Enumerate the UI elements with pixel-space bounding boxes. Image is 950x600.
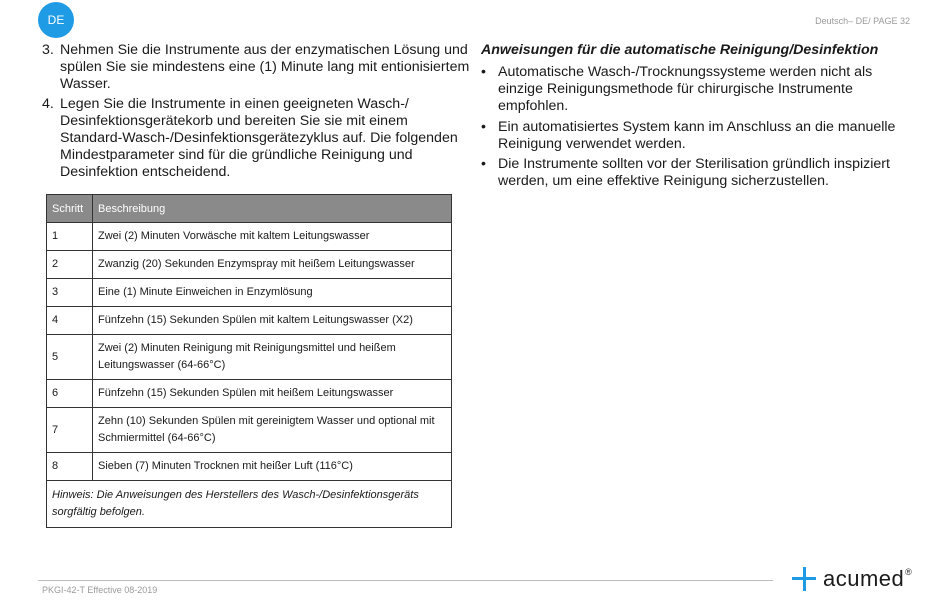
table-row <box>47 279 452 307</box>
page-label: Deutsch– DE/ PAGE 32 <box>815 16 910 26</box>
step-cell: 2 <box>47 251 93 279</box>
description-cell: Zehn (10) Sekunden Spülen mit gereinigtem Wasser und optional mit Schmiermittel (64-66°C) <box>93 408 452 453</box>
logo-wordmark <box>823 566 913 592</box>
table-note: Hinweis: Die Anweisungen des Herstellers des Wasch-/Desinfektionsgeräts sorgfältig befolgen. <box>47 481 452 528</box>
description-cell: Zwei (2) Minuten Vorwäsche mit kaltem Leitungswasser <box>93 223 452 251</box>
step-cell: 5 <box>47 335 93 380</box>
step-text: Nehmen Sie die Instrumente aus der enzymatischen Lösung und spülen Sie sie mindestens eine (1) Minute lang mit entionisiertem Wasser. <box>60 42 470 93</box>
description-cell: Sieben (7) Minuten Trocknen mit heißer Luft (116°C) <box>93 453 452 481</box>
bullet-icon: • <box>481 156 486 173</box>
bullet-list <box>481 64 921 190</box>
plus-icon <box>792 567 816 591</box>
table-row <box>47 307 452 335</box>
table-note-row <box>47 481 452 528</box>
description-cell: Zwanzig (20) Sekunden Enzymspray mit heißem Leitungswasser <box>93 251 452 279</box>
table-row <box>47 408 452 453</box>
bullet-text: Die Instrumente sollten vor der Sterilisation gründlich inspiziert werden, um eine effektive Reinigung sicherzustellen. <box>498 156 890 190</box>
table-row <box>47 380 452 408</box>
bullet-item <box>481 156 921 190</box>
bullet-icon: • <box>481 118 486 135</box>
column-header-step: Schritt <box>47 195 93 223</box>
step-cell: 4 <box>47 307 93 335</box>
column-header-description: Beschreibung <box>93 195 452 223</box>
step-cell: 7 <box>47 408 93 453</box>
bullet-icon: • <box>481 64 486 80</box>
bullet-item <box>481 64 921 116</box>
description-cell: Fünfzehn (15) Sekunden Spülen mit kaltem Leitungswasser (X2) <box>93 307 452 335</box>
step-cell: 8 <box>47 453 93 481</box>
description-cell: Eine (1) Minute Einweichen in Enzymlösung <box>93 279 452 307</box>
instruction-steps <box>40 42 472 182</box>
table-row <box>47 223 452 251</box>
step-number: 4. <box>42 95 54 112</box>
cleaning-parameters-table <box>46 194 452 528</box>
section-heading: Anweisungen für die automatische Reinigung/Desinfektion <box>481 42 879 58</box>
instruction-step <box>40 42 472 94</box>
footer-divider <box>38 580 773 581</box>
step-text: Legen Sie die Instrumente in einen geeigneten Wasch-/ Desinfektionsgerätekorb und bereiten Sie sie mit einem Standard-Wasch-/Desinfektionsgerätezyklus auf. Die folgenden Mindestparameter sind für die gründliche Reinigung und Desinfektion entscheidend. <box>60 95 458 181</box>
description-cell: Fünfzehn (15) Sekunden Spülen mit heißem Leitungswasser <box>93 380 452 408</box>
bullet-item <box>481 119 921 153</box>
table-row <box>47 251 452 279</box>
right-column <box>481 42 921 193</box>
table-header-row <box>47 195 452 223</box>
instruction-step <box>40 96 472 182</box>
description-cell: Zwei (2) Minuten Reinigung mit Reinigungsmittel und heißem Leitungswasser (64-66°C) <box>93 335 452 380</box>
bullet-text: Ein automatisiertes System kann im Anschluss an die manuelle Reinigung verwendet werden. <box>498 118 896 152</box>
document-code: PKGI-42-T Effective 08-2019 <box>42 585 158 595</box>
step-cell: 6 <box>47 380 93 408</box>
step-cell: 1 <box>47 223 93 251</box>
table-row <box>47 453 452 481</box>
table-row <box>47 335 452 380</box>
logo-text: acumed <box>823 566 905 591</box>
step-cell: 3 <box>47 279 93 307</box>
acumed-logo <box>792 566 913 592</box>
left-column <box>40 42 472 184</box>
bullet-text: Automatische Wasch-/Trocknungssysteme werden nicht als einzige Reinigungsmethode für chirurgische Instrumente empfohlen. <box>498 64 873 115</box>
step-number: 3. <box>42 42 54 58</box>
language-badge: DE <box>38 2 74 38</box>
registered-mark: ® <box>905 567 913 577</box>
